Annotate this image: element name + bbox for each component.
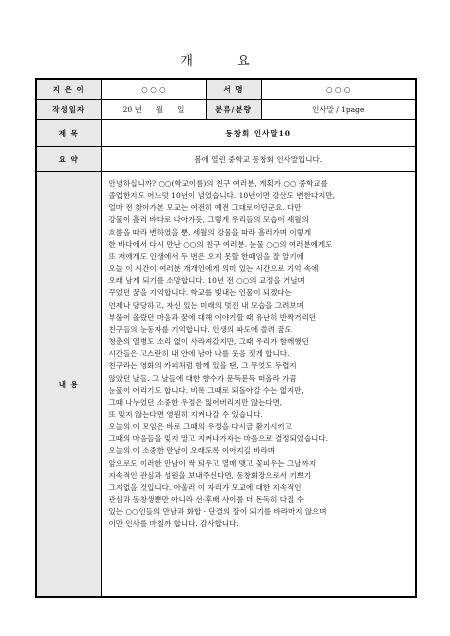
content-line: 얼마 전 찾아가본 모교는 여전히 예전 그대로이던군요. 다만 [108, 203, 302, 213]
summary-label: 요 약 [36, 147, 101, 172]
content-line: 부풀어 올랐던 마음과 꿈에 대해 이야기할 때 유난히 반짝거리던 [108, 312, 316, 322]
content-line: 오늘의 이 소중한 만남이 오래도록 이어지길 바라며 [108, 446, 275, 456]
content-line: 청춘의 열병도 소리 없이 사라져갔지만, 그때 우리가 함께했던 [108, 337, 309, 347]
content-line: 친구라는 영화의 카피처럼 함께 있을 땐, 그 무엇도 두렵지 [108, 361, 297, 371]
content-line: 오래 남게 되기를 소망합니다. 10년 전 ○○의 교정을 거닐며 [108, 276, 305, 286]
content-line: 관심과 동창생뿐만 아니라 선·후배 사이를 더 돈독히 다질 수 [108, 495, 304, 505]
content-line: 또 잊지 않는다면 영원히 지켜나갈 수 있습니다. [108, 409, 263, 419]
content-line: 오늘의 이 모임은 바로 그때의 우정을 다시금 환기시키고 [108, 422, 292, 432]
content-line: 졸업한지도 어느덧 10년이 넘었습니다. 10년이면 강산도 변한다지만, [108, 191, 336, 201]
category-value: 인사말 / 1page [261, 100, 416, 120]
author-label: 지 은 이 [36, 79, 101, 100]
content-line: 흐름을 따라 변하였을 뿐, 세월의 강물을 따라 흘러가며 이렇게 [108, 227, 312, 237]
date-label: 작성일자 [36, 100, 101, 120]
content-line: 한 바다에서 다시 만난 ○○의 친구 여러분. 눈물 ○○의 여러분에게도 [108, 239, 333, 249]
content-line: 시간들은 고스란히 내 안에 남아 나를 웃음 짓게 합니다. [108, 349, 290, 359]
content-line: 오늘 이 시간이 여러분 개개인에게 의미 있는 시간으로 기억 속에 [108, 264, 319, 274]
content-line: 눈물이 어리기도 합니다. 비록 그때로 되돌아갈 수는 없지만, [108, 385, 304, 395]
content-line: 친구들의 눈동자를 기억합니다. 인생의 파도에 쓸려 꿈도 [108, 324, 292, 334]
document-title: 개 요 [180, 54, 270, 69]
subject-label: 제 목 [36, 120, 101, 147]
content-line: 이만 인사를 마칠까 합니다. 감사합니다. [108, 519, 239, 529]
date-day: 일 [177, 105, 185, 114]
content-label: 내 용 [36, 172, 101, 598]
content-line: 그때 나누었던 소중한 우정은 잃어버리지만 않는다면, [108, 397, 283, 407]
author-row [36, 79, 416, 100]
content-line: 그때의 마음들을 잊지 말고 지켜나가자는 마음으로 결정되었습니다. [108, 434, 329, 444]
content-line: 않았던 날들. 그 날들에 대한 향수가 문득문득 떠올라 가끔 [108, 373, 297, 383]
date-value [101, 100, 206, 120]
content-row [36, 172, 416, 598]
content-body [101, 172, 416, 598]
date-month: 월 [155, 105, 164, 114]
content-line: 앞으로도 이러한 만남이 싹 틔우고 열매 맺고 꽃피우는 그날까지 [108, 458, 316, 468]
summary-row [36, 147, 416, 172]
date-year: 20 년 [122, 105, 142, 114]
content-line: 언제나 당당하고, 자신 있는 미래의 멋진 내 모습을 그려보며 [108, 300, 304, 310]
content-line: 그지없을 것입니다. 아울러 이 자리가 모교에 대한 지속적인 [108, 482, 302, 492]
date-row [36, 100, 416, 120]
summary-value: 봄에 열린 중학교 동창회 인사말입니다. [101, 147, 416, 172]
subject-value: 동창회 인사말10 [101, 120, 416, 147]
content-line: 꾸었던 꿈을 기억합니다. 학교를 빛내는 인물이 되겠다는 [108, 288, 292, 298]
subject-row [36, 120, 416, 147]
category-label: 분류/분량 [206, 100, 261, 120]
content-line: 또 저에게도 인생에서 두 번은 오지 못할 한때임을 잘 알기에 [108, 251, 304, 261]
content-line: 있는 ○○인들의 만남과 화합 · 단결의 장이 되기를 바라마지 않으며 [108, 507, 327, 517]
author-value: ○ ○ ○ [101, 79, 206, 100]
content-line: 안녕하십니까? ○○(학교이름)의 친구 여러분, 게획가 ○○ 중학교를 [108, 179, 328, 188]
content-line: 강물이 흘러 바다로 나아가듯, 그렇게 우리들의 모습이 세월의 [108, 215, 309, 225]
signature-label: 서 명 [206, 79, 261, 100]
signature-value: ○ ○ ○ [261, 79, 416, 100]
content-line: 지속적인 관심과 성원을 보내주신다면, 동창회장으로서 기쁘기 [108, 470, 312, 480]
overview-form-table [35, 78, 417, 598]
